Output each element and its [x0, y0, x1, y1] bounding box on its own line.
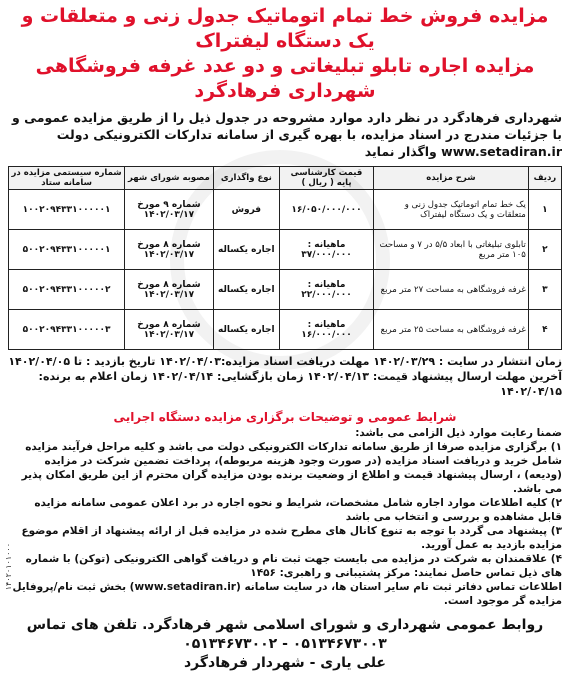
- cell-base-price: ماهیانه : ۱۶/۰۰۰/۰۰۰: [280, 310, 374, 350]
- cell-council-approval: شماره ۸ مورخ ۱۴۰۲/۰۳/۱۷: [125, 270, 213, 310]
- cell-base-price: ۱۶/۰۵۰/۰۰۰/۰۰۰: [280, 190, 374, 230]
- condition-item-2: ۲) کلیه اطلاعات موارد اجاره شامل مشخصات، شرایط و نحوه اجاره در برد اعلان عمومی سامانه مزایده قابل مشاهده و بررسی و انتخاب می باشد: [34, 497, 562, 523]
- cell-system-number: ۵۰۰۲۰۹۴۳۳۱۰۰۰۰۰۳: [9, 310, 125, 350]
- footer-mayor: علی یاری - شهردار فرهادگرد: [184, 655, 386, 671]
- table-row: [9, 190, 562, 230]
- cell-system-number: ۵۰۰۲۰۹۴۳۳۱۰۰۰۰۰۲: [9, 270, 125, 310]
- cell-council-approval: شماره ۹ مورخ ۱۴۰۲/۰۳/۱۷: [125, 190, 213, 230]
- document-code: ۱۴۰۲۰۱۰۱۰۰۰: [4, 542, 13, 590]
- title-line-2: مزایده اجاره تابلو تبلیغاتی و دو عدد غرفه فروشگاهی: [35, 55, 535, 77]
- intro-paragraph: شهرداری فرهادگرد در نظر دارد موارد مشروحه در جدول ذیل را از طریق مزایده عمومی و با جزئیات مندرج در اسناد مزایده، با بهره گیری از سامانه تدارکات الکترونیکی دولت www.setadiran.ir واگذار نماید: [12, 110, 562, 159]
- condition-item-3: ۳) پیشنهاد می گردد با توجه به تنوع کانال های مطرح شده در مزایده قبل از ارائه پیشنهاد از اقلام موضوع مزایده بازدید به عمل آورید.: [21, 525, 562, 551]
- cell-base-price: ماهیانه : ۲۲/۰۰۰/۰۰۰: [280, 270, 374, 310]
- cell-description: یک خط تمام اتوماتیک جدول زنی و متعلقات و یک دستگاه لیفتراک: [374, 190, 529, 230]
- title-line-1: مزایده فروش خط تمام اتوماتیک جدول زنی و متعلقات و یک دستگاه لیفتراک: [21, 5, 549, 52]
- header-description: شرح مزایده: [374, 167, 529, 190]
- condition-item-1: ۱) برگزاری مزایده صرفا از طریق سامانه تدارکات الکترونیکی دولت می باشد و کلیه مراحل فرآیند مزایده شامل خرید و دریافت اسناد مزایده (در صورت وجود هزینه مربوطه)، پرداخت تضمین شرکت در مزایده (ودیعه) ، ارسال پیشنهاد قیمت و اطلاع از وضعیت برنده بودن مزایده گران محترم از این طریق امکان پذیر می باشد.: [21, 441, 562, 495]
- cell-row-number: ۲: [528, 230, 561, 270]
- schedule-dates: زمان انتشار در سایت : ۱۴۰۲/۰۳/۲۹ مهلت دریافت اسناد مزایده:۱۴۰۲/۰۴/۰۳ تاریخ بازدید : تا ۱۴۰۲/۰۴/۰۵ آخرین مهلت ارسال پیشنهاد قیمت: ۱۴۰۲/۰۴/۱۳ زمان بازگشایی: ۱۴۰۲/۰۴/۱۴ زمان اعلام به برنده: ۱۴۰۲/۰۴/۱۵: [8, 355, 562, 398]
- title-line-3: شهرداری فرهادگرد: [194, 80, 376, 102]
- cell-system-number: ۱۰۰۲۰۹۴۳۳۱۰۰۰۰۰۱: [9, 190, 125, 230]
- cell-transfer-type: اجاره یکساله: [213, 270, 279, 310]
- cell-row-number: ۴: [528, 310, 561, 350]
- footer: [8, 616, 562, 673]
- table-row: [9, 310, 562, 350]
- cell-system-number: ۵۰۰۲۰۹۴۳۳۱۰۰۰۰۰۱: [9, 230, 125, 270]
- table-row: [9, 270, 562, 310]
- cell-transfer-type: اجاره یکساله: [213, 230, 279, 270]
- header-system-number: شماره سیستمی مزایده در سامانه ستاد: [9, 167, 125, 190]
- table-header-row: [9, 167, 562, 190]
- cell-description: غرفه فروشگاهی به مساحت ۲۷ متر مربع: [374, 270, 529, 310]
- contact-info: اطلاعات تماس دفاتر ثبت نام سایر استان ها، در سایت سامانه (www.setadiran.ir) بخش ثبت نام/پروفایل مزایده گر موجود است.: [12, 581, 562, 607]
- auction-table: [8, 166, 562, 350]
- table-row: [9, 230, 562, 270]
- cell-row-number: ۳: [528, 270, 561, 310]
- cell-council-approval: شماره ۸ مورخ ۱۴۰۲/۰۳/۱۷: [125, 310, 213, 350]
- cell-transfer-type: اجاره یکساله: [213, 310, 279, 350]
- header-row-number: ردیف: [528, 167, 561, 190]
- cell-row-number: ۱: [528, 190, 561, 230]
- header-base-price: قیمت کارشناسی پایه ( ریال ): [280, 167, 374, 190]
- cell-description: تابلوی تبلیغاتی با ابعاد ۵/۵ در ۷ و مساحت ۱۰۵ متر مربع: [374, 230, 529, 270]
- condition-item-4: ۴) علاقمندان به شرکت در مزایده می بایست جهت ثبت نام و دریافت گواهی الکترونیکی (توکن) با شماره های ذیل تماس حاصل نمایند: مرکز پشتیبانی و راهبری: ۱۴۵۶: [25, 553, 562, 579]
- header-transfer-type: نوع واگذاری: [213, 167, 279, 190]
- cell-description: غرفه فروشگاهی به مساحت ۲۵ متر مربع: [374, 310, 529, 350]
- header-council-approval: مصوبه شورای شهر: [125, 167, 213, 190]
- conditions-heading: شرایط عمومی و توضیحات برگزاری مزایده دستگاه اجرایی: [113, 410, 457, 424]
- cell-council-approval: شماره ۸ مورخ ۱۴۰۲/۰۳/۱۷: [125, 230, 213, 270]
- footer-public-relations: روابط عمومی شهرداری و شورای اسلامی شهر فرهادگرد. تلفن های تماس ۰۵۱۳۴۶۷۳۰۰۳ - ۰۵۱۳۴۶۷۳۰۰۲: [26, 617, 544, 652]
- cell-transfer-type: فروش: [213, 190, 279, 230]
- cell-base-price: ماهیانه : ۳۷/۰۰۰/۰۰۰: [280, 230, 374, 270]
- condition-intro: ضمنا رعایت موارد ذیل الزامی می باشد:: [355, 427, 562, 439]
